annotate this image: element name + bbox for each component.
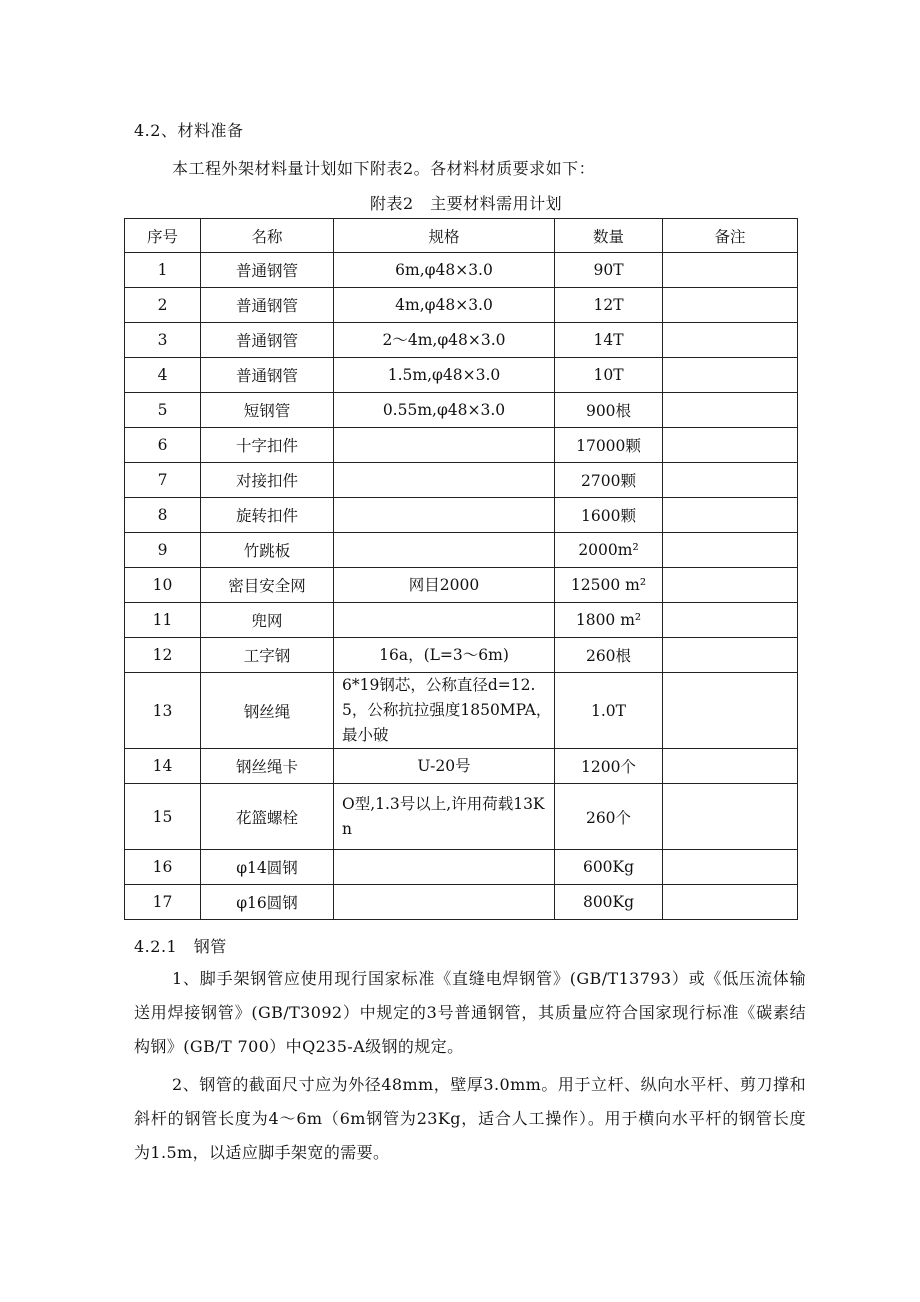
cell-qty: 14T <box>555 323 663 358</box>
header-spec: 规格 <box>334 219 555 253</box>
cell-spec: U-20号 <box>334 749 555 784</box>
cell-name: 兜网 <box>201 603 334 638</box>
table-row <box>125 253 798 288</box>
cell-name: 密目安全网 <box>201 568 334 603</box>
cell-note <box>663 498 798 533</box>
cell-spec <box>334 885 555 920</box>
cell-note <box>663 850 798 885</box>
cell-name: 工字钢 <box>201 638 334 673</box>
header-name: 名称 <box>201 219 334 253</box>
paragraph: 2、钢管的截面尺寸应为外径48mm，壁厚3.0mm。用于立杆、纵向水平杆、剪刀撑和斜杆的钢管长度为4～6m（6m钢管为23Kg，适合人工操作）。用于横向水平杆的钢管长度为1.5m，以适应脚手架宽的需要。 <box>134 1075 806 1162</box>
cell-note <box>663 568 798 603</box>
cell-name: 短钢管 <box>201 393 334 428</box>
cell-note <box>663 323 798 358</box>
cell-spec <box>334 603 555 638</box>
table-row <box>125 638 798 673</box>
cell-qty: 12T <box>555 288 663 323</box>
cell-spec <box>334 428 555 463</box>
paragraph: 1、脚手架钢管应使用现行国家标准《直缝电焊钢管》(GB/T13793）或《低压流体输送用焊接钢管》(GB/T3092）中规定的3号普通钢管，其质量应符合国家现行标准《碳素结构钢》(GB/T 700）中Q235-A级钢的规定。 <box>134 969 806 1056</box>
table-row <box>125 749 798 784</box>
cell-no: 2 <box>125 288 201 323</box>
cell-name: 钢丝绳卡 <box>201 749 334 784</box>
cell-qty: 260根 <box>555 638 663 673</box>
header-note: 备注 <box>663 219 798 253</box>
cell-qty: 1600颗 <box>555 498 663 533</box>
cell-qty: 260个 <box>555 784 663 850</box>
cell-name: 普通钢管 <box>201 358 334 393</box>
cell-spec: 6m,φ48×3.0 <box>334 253 555 288</box>
cell-no: 9 <box>125 533 201 568</box>
table-row <box>125 885 798 920</box>
cell-no: 11 <box>125 603 201 638</box>
cell-note <box>663 603 798 638</box>
table-row <box>125 288 798 323</box>
cell-name: 钢丝绳 <box>201 673 334 749</box>
cell-no: 3 <box>125 323 201 358</box>
cell-qty: 800Kg <box>555 885 663 920</box>
cell-spec: 6*19钢芯，公称直径d=12.5，公称抗拉强度1850MPA，最小破 <box>334 673 555 749</box>
cell-name: 普通钢管 <box>201 288 334 323</box>
cell-note <box>663 533 798 568</box>
cell-spec <box>334 463 555 498</box>
cell-no: 7 <box>125 463 201 498</box>
cell-spec: 4m,φ48×3.0 <box>334 288 555 323</box>
cell-qty: 90T <box>555 253 663 288</box>
cell-note <box>663 393 798 428</box>
cell-qty: 900根 <box>555 393 663 428</box>
cell-note <box>663 463 798 498</box>
cell-no: 6 <box>125 428 201 463</box>
header-qty: 数量 <box>555 219 663 253</box>
cell-name: 普通钢管 <box>201 253 334 288</box>
cell-name: 竹跳板 <box>201 533 334 568</box>
cell-qty: 2000m² <box>555 533 663 568</box>
cell-no: 10 <box>125 568 201 603</box>
cell-no: 12 <box>125 638 201 673</box>
cell-no: 16 <box>125 850 201 885</box>
cell-spec: 0.55m,φ48×3.0 <box>334 393 555 428</box>
cell-note <box>663 253 798 288</box>
cell-no: 5 <box>125 393 201 428</box>
table-row <box>125 673 798 749</box>
header-no: 序号 <box>125 219 201 253</box>
cell-no: 4 <box>125 358 201 393</box>
cell-qty: 1800 m² <box>555 603 663 638</box>
cell-no: 14 <box>125 749 201 784</box>
cell-spec: 网目2000 <box>334 568 555 603</box>
cell-spec: 2～4m,φ48×3.0 <box>334 323 555 358</box>
materials-table <box>124 218 798 920</box>
cell-no: 17 <box>125 885 201 920</box>
section-heading: 4.2、材料准备 <box>134 121 244 140</box>
cell-note <box>663 288 798 323</box>
cell-qty: 17000颗 <box>555 428 663 463</box>
cell-note <box>663 784 798 850</box>
cell-no: 8 <box>125 498 201 533</box>
cell-qty: 1.0T <box>555 673 663 749</box>
cell-name: 普通钢管 <box>201 323 334 358</box>
cell-note <box>663 885 798 920</box>
cell-spec: 16a，(L=3～6m) <box>334 638 555 673</box>
sub-heading: 4.2.1 钢管 <box>134 937 227 956</box>
cell-spec <box>334 533 555 568</box>
cell-spec <box>334 850 555 885</box>
cell-note <box>663 749 798 784</box>
cell-spec: O型,1.3号以上,许用荷载13Kn <box>334 784 555 850</box>
table-body <box>125 253 798 920</box>
cell-name: 对接扣件 <box>201 463 334 498</box>
cell-note <box>663 638 798 673</box>
cell-name: 十字扣件 <box>201 428 334 463</box>
cell-spec <box>334 498 555 533</box>
cell-name: φ16圆钢 <box>201 885 334 920</box>
table-row <box>125 568 798 603</box>
table-caption: 附表2 主要材料需用计划 <box>370 194 563 213</box>
table-row <box>125 784 798 850</box>
cell-qty: 12500 m² <box>555 568 663 603</box>
cell-qty: 600Kg <box>555 850 663 885</box>
cell-name: 花篮螺栓 <box>201 784 334 850</box>
table-row <box>125 463 798 498</box>
cell-no: 15 <box>125 784 201 850</box>
cell-note <box>663 358 798 393</box>
cell-note <box>663 673 798 749</box>
table-row <box>125 393 798 428</box>
table-row <box>125 850 798 885</box>
cell-name: φ14圆钢 <box>201 850 334 885</box>
cell-qty: 1200个 <box>555 749 663 784</box>
cell-no: 13 <box>125 673 201 749</box>
table-row <box>125 603 798 638</box>
table-header-row <box>125 219 798 253</box>
table-row <box>125 323 798 358</box>
table-row <box>125 533 798 568</box>
table-row <box>125 498 798 533</box>
cell-note <box>663 428 798 463</box>
cell-spec: 1.5m,φ48×3.0 <box>334 358 555 393</box>
cell-no: 1 <box>125 253 201 288</box>
intro-text: 本工程外架材料量计划如下附表2。各材料材质要求如下： <box>172 159 596 178</box>
table-row <box>125 358 798 393</box>
table-row <box>125 428 798 463</box>
cell-name: 旋转扣件 <box>201 498 334 533</box>
cell-qty: 2700颗 <box>555 463 663 498</box>
cell-qty: 10T <box>555 358 663 393</box>
